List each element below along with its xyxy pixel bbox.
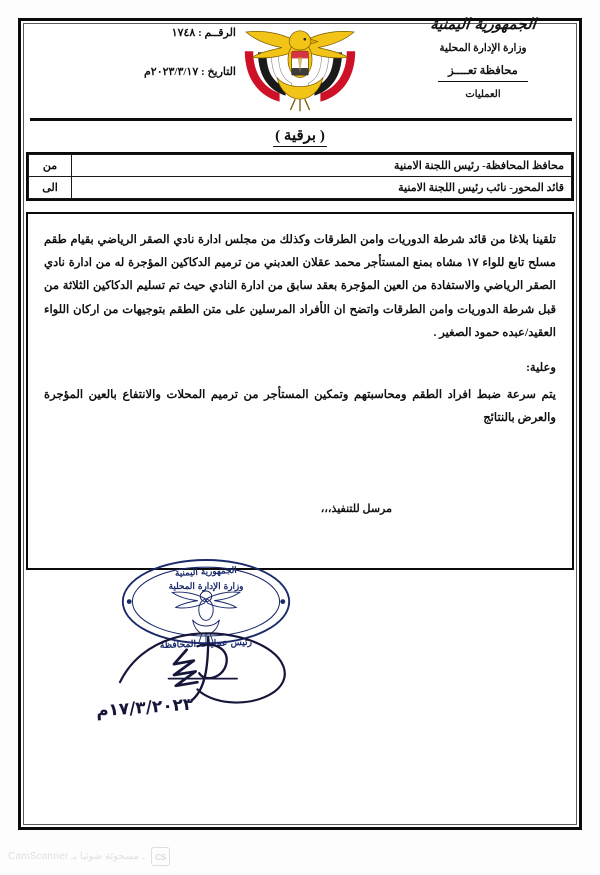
document-date-value: ٢٠٢٣/٣/١٧م: [143, 66, 199, 78]
camscanner-watermark: [8, 847, 170, 866]
document-header: [0, 8, 600, 116]
body-paragraph-1: تلقينا بلاغا من قائد شرطة الدوريات وامن الطرقات وكذلك من مجلس ادارة نادي الصقر الرياضي بقيام طقم مسلح تابع للواء ١٧ مشاه بمنع المستأجر محمد عقلان العدبني من ترميم الدكاكين المؤجرة له من ادارة نادي الصقر الرياضي والاستفادة من العين المؤجرة بعقد سابق من ادارة النادي حيث تم تسليم الدكاكين الثلاثة من قبل شرطة الدوريات وامن الطرقات واتضح ان الأفراد المرسلين على متن الطقم بتوجيهات من اركان اللواء العقيد/عبده حمود الصغير .: [44, 233, 556, 339]
document-title-text: ( برقية ): [273, 128, 327, 147]
table-row: [29, 155, 572, 177]
document-title: [0, 126, 600, 145]
table-row: [29, 177, 572, 199]
svg-text:رئيس عمليات المحافظة: رئيس عمليات المحافظة: [159, 636, 253, 652]
camscanner-watermark-text: CamScanner ـ مسحوئة ضوئيا بـ: [8, 851, 145, 862]
header-right-block: [388, 14, 578, 102]
routing-to-value: قائد المحور- نائب رئيس اللجنة الامنية: [72, 177, 572, 199]
header-divider: [30, 118, 572, 121]
yemen-eagle-emblem: [240, 20, 360, 116]
header-meta-block: [26, 26, 236, 78]
document-date-line: [26, 65, 236, 78]
routing-from-value: محافظ المحافظة- رئيس اللجنة الامنية: [72, 155, 572, 177]
document-number-line: [26, 26, 236, 39]
meta-separator-number: :: [198, 27, 202, 39]
camscanner-logo-icon: CS: [151, 847, 170, 866]
signature-area: [80, 552, 340, 752]
republic-title: الجمهورية اليمنية: [429, 15, 537, 33]
routing-from-label: من: [29, 155, 72, 177]
department-title: العمليات: [465, 88, 501, 100]
governorate-title: محافظة تعــــز: [438, 63, 528, 82]
document-date-label: التاريخ: [207, 66, 236, 78]
document-number-value: ١٧٤٨: [171, 27, 196, 39]
body-paragraph-2: يتم سرعة ضبط افراد الطقم ومحاسبتهم وتمكين المستأجر من ترميم المحلات والانتفاع بالعين المؤجرة والعرض بالنتائج: [44, 387, 556, 425]
dispatch-note: مرسل للتنفيذ،،،: [320, 503, 392, 515]
document-body: [26, 212, 574, 570]
svg-text:الجمهورية اليمنية: الجمهورية اليمنية: [174, 565, 238, 580]
ministry-title: وزارة الإدارة المحلية: [439, 42, 527, 54]
routing-table: [26, 152, 574, 201]
svg-text:وزارة الإدارة المحلية: وزارة الإدارة المحلية: [168, 581, 244, 592]
document-number-label: الرقــم: [204, 27, 236, 39]
body-sub-heading: وعلية:: [526, 360, 556, 374]
routing-to-label: الى: [29, 177, 72, 199]
handwritten-date: ١٧/٣/٢٠٢٣م: [95, 694, 195, 722]
meta-separator-date: :: [201, 66, 205, 78]
